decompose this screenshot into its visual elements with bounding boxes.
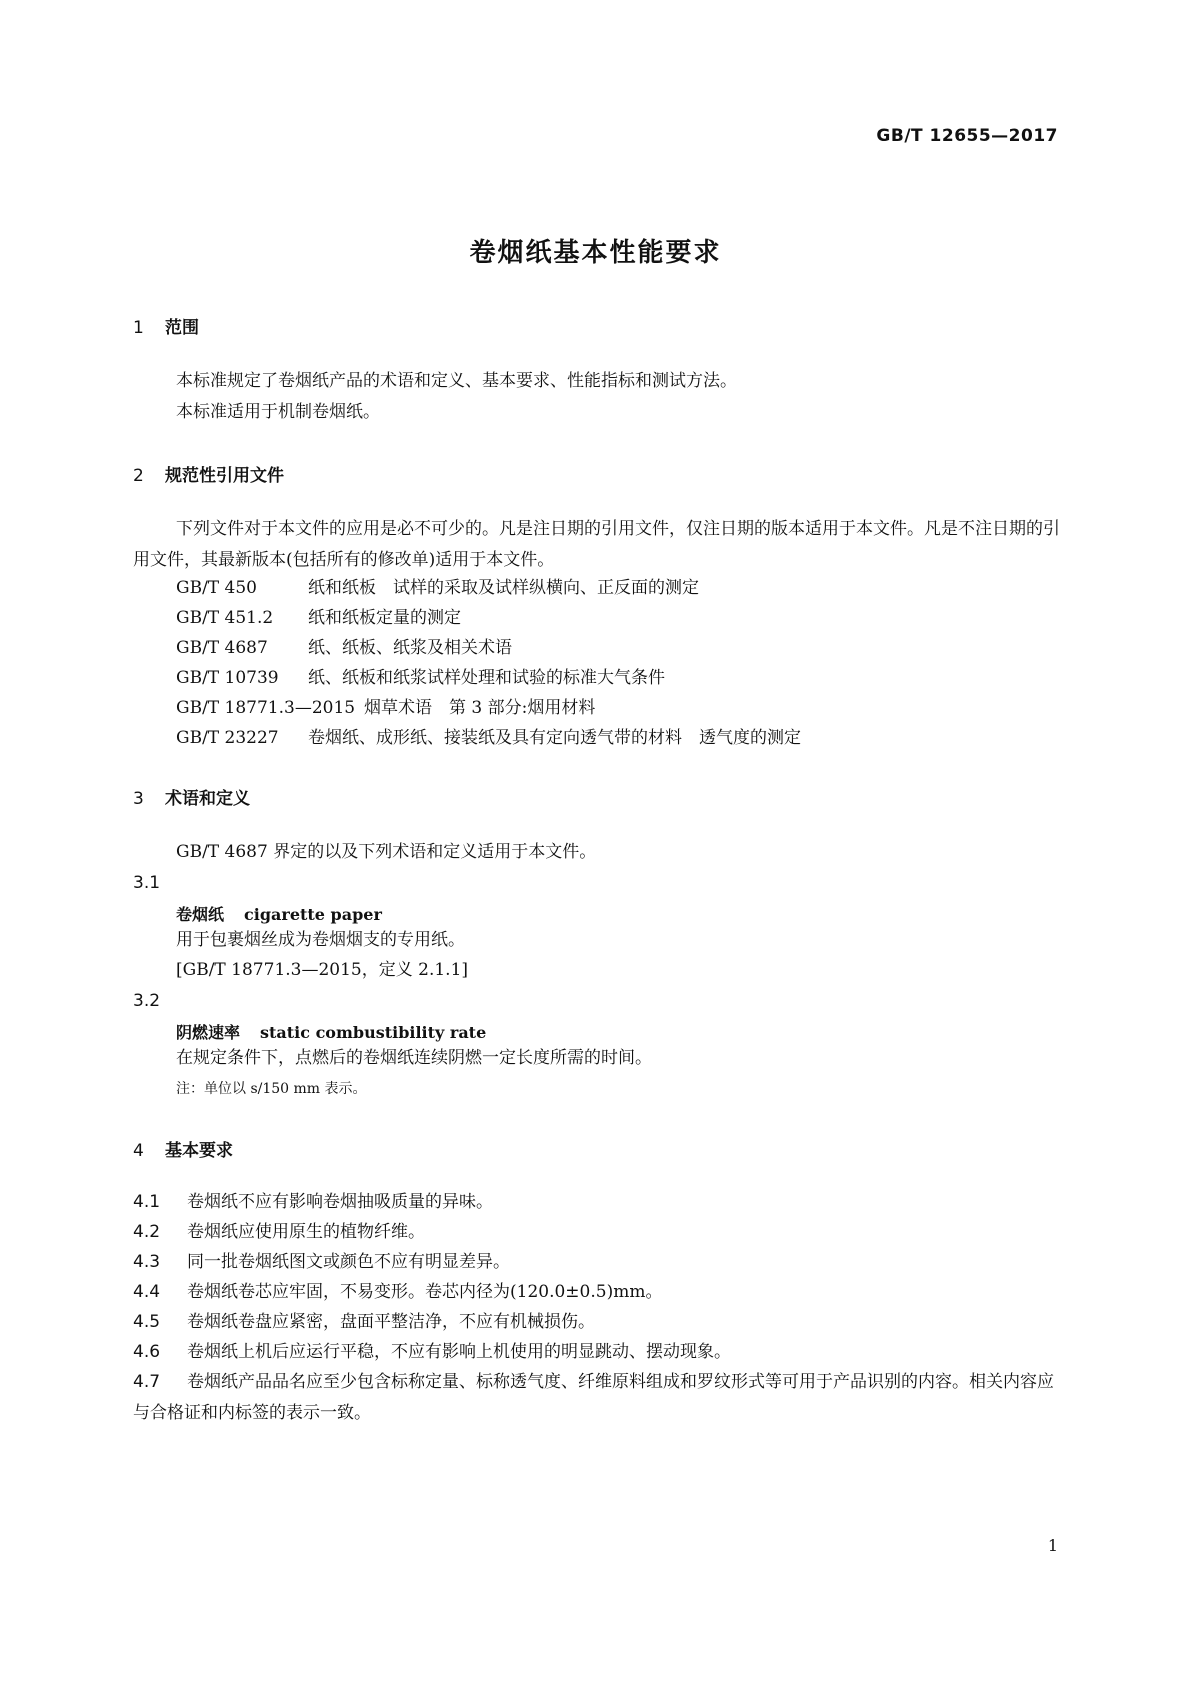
section-heading-normative-references xyxy=(133,461,284,486)
page-number: 1 xyxy=(1047,1536,1058,1555)
term-zh: 阴燃速率 xyxy=(176,1023,241,1042)
term-definition: 在规定条件下，点燃后的卷烟纸连续阴燃一定长度所需的时间。 xyxy=(176,1048,652,1068)
term-title xyxy=(176,1020,486,1043)
reference-item xyxy=(176,723,1066,754)
reference-title: 纸和纸板定量的测定 xyxy=(308,608,461,628)
requirement-number: 4.6 xyxy=(133,1342,161,1362)
requirement-item xyxy=(133,1367,1068,1429)
requirement-text: 卷烟纸应使用原生的植物纤维。 xyxy=(187,1222,425,1242)
requirement-item xyxy=(133,1187,1068,1218)
reference-item xyxy=(176,573,1066,604)
requirement-item xyxy=(133,1277,1068,1308)
requirement-text: 同一批卷烟纸图文或颜色不应有明显差异。 xyxy=(187,1252,510,1272)
paragraph: GB/T 4687 界定的以及下列术语和定义适用于本文件。 xyxy=(176,842,597,862)
requirement-number: 4.3 xyxy=(133,1252,161,1272)
section-title: 规范性引用文件 xyxy=(165,466,284,486)
reference-title: 纸和纸板 试样的采取及试样纵横向、正反面的测定 xyxy=(308,578,699,598)
reference-item xyxy=(176,663,1066,694)
section-heading-basic-requirements xyxy=(133,1136,233,1161)
requirement-item xyxy=(133,1217,1068,1248)
paragraph: 本标准规定了卷烟纸产品的术语和定义、基本要求、性能指标和测试方法。 xyxy=(176,371,737,391)
reference-code: GB/T 18771.3—2015 xyxy=(176,698,356,718)
section-number: 4 xyxy=(133,1141,144,1161)
paragraph: 本标准适用于机制卷烟纸。 xyxy=(176,402,380,422)
reference-code: GB/T 4687 xyxy=(176,638,268,658)
reference-code: GB/T 451.2 xyxy=(176,608,274,628)
paragraph: 下列文件对于本文件的应用是必不可少的。凡是注日期的引用文件，仅注日期的版本适用于本文件。凡是不注日期的引用文件，其最新版本(包括所有的修改单)适用于本文件。 xyxy=(133,519,1060,570)
reference-title: 烟草术语 第 3 部分:烟用材料 xyxy=(364,698,596,718)
term-en: static combustibility rate xyxy=(260,1023,487,1042)
standard-code: GB/T 12655—2017 xyxy=(876,126,1058,146)
section-heading-terms-definitions xyxy=(133,784,250,809)
section-heading-scope xyxy=(133,313,199,338)
term-note: 注：单位以 s/150 mm 表示。 xyxy=(176,1081,367,1097)
section-number: 2 xyxy=(133,466,144,486)
requirement-item xyxy=(133,1247,1068,1278)
section-title: 基本要求 xyxy=(165,1141,233,1161)
requirement-number: 4.1 xyxy=(133,1192,161,1212)
requirement-number: 4.7 xyxy=(133,1372,161,1392)
section-number: 1 xyxy=(133,318,144,338)
section-number: 3 xyxy=(133,789,144,809)
reference-item xyxy=(176,633,1066,664)
requirement-text: 卷烟纸卷盘应紧密，盘面平整洁净，不应有机械损伤。 xyxy=(187,1312,595,1332)
requirement-item xyxy=(133,1307,1068,1338)
term-source: [GB/T 18771.3—2015，定义 2.1.1] xyxy=(176,960,469,980)
term-zh: 卷烟纸 xyxy=(176,905,225,924)
requirement-text: 卷烟纸上机后应运行平稳，不应有影响上机使用的明显跳动、摆动现象。 xyxy=(187,1342,731,1362)
section-title: 范围 xyxy=(165,318,199,338)
requirement-text: 卷烟纸产品品名应至少包含标称定量、标称透气度、纤维原料组成和罗纹形式等可用于产品识别的内容。相关内容应与合格证和内标签的表示一致。 xyxy=(133,1372,1054,1423)
requirement-number: 4.5 xyxy=(133,1312,161,1332)
reference-code: GB/T 23227 xyxy=(176,728,279,748)
requirement-number: 4.2 xyxy=(133,1222,161,1242)
section-title: 术语和定义 xyxy=(165,789,250,809)
term-number: 3.2 xyxy=(133,991,161,1011)
reference-item xyxy=(176,693,1066,724)
requirement-text: 卷烟纸不应有影响卷烟抽吸质量的异味。 xyxy=(187,1192,493,1212)
reference-item xyxy=(176,603,1066,634)
term-number: 3.1 xyxy=(133,873,161,893)
reference-title: 纸、纸板和纸浆试样处理和试验的标准大气条件 xyxy=(308,668,665,688)
requirement-number: 4.4 xyxy=(133,1282,161,1302)
term-en: cigarette paper xyxy=(244,905,382,924)
reference-code: GB/T 450 xyxy=(176,578,257,598)
requirement-text: 卷烟纸卷芯应牢固，不易变形。卷芯内径为(120.0±0.5)mm。 xyxy=(187,1282,663,1302)
requirement-item xyxy=(133,1337,1068,1368)
reference-title: 卷烟纸、成形纸、接装纸及具有定向透气带的材料 透气度的测定 xyxy=(308,728,801,748)
term-definition: 用于包裹烟丝成为卷烟烟支的专用纸。 xyxy=(176,930,465,950)
document-title: 卷烟纸基本性能要求 xyxy=(469,238,722,268)
reference-code: GB/T 10739 xyxy=(176,668,279,688)
reference-title: 纸、纸板、纸浆及相关术语 xyxy=(308,638,512,658)
term-title xyxy=(176,902,382,925)
